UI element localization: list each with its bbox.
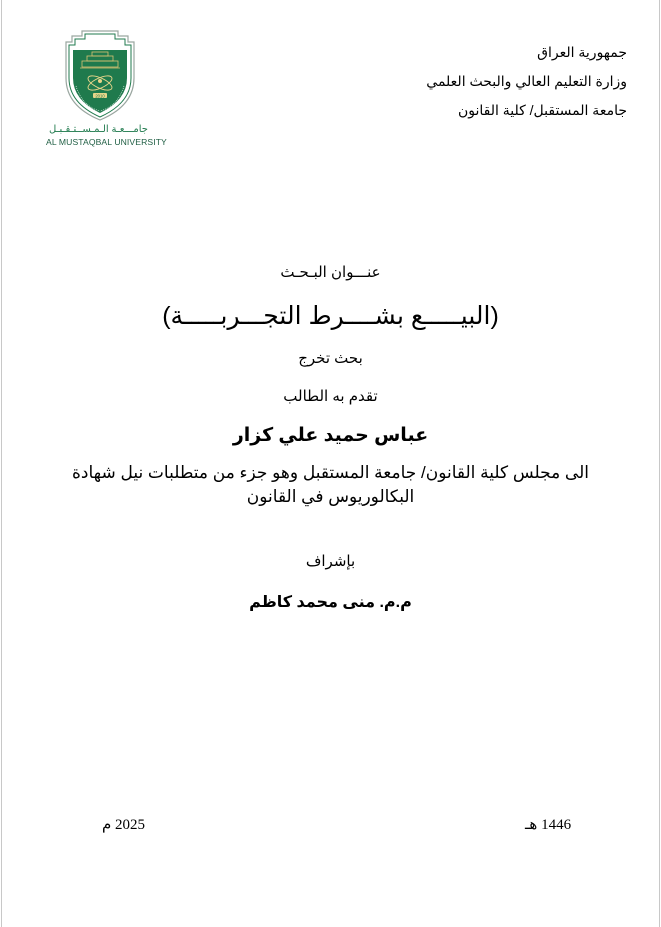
header-ministry: وزارة التعليم العالي والبحث العلمي — [426, 73, 627, 89]
header-country: جمهورية العراق — [537, 44, 627, 60]
research-title-label: عنـــوان البـحـث — [280, 264, 381, 281]
header-university-college: جامعة المستقبل/ كلية القانون — [457, 102, 627, 118]
hijri-date: 1446 هـ — [525, 817, 572, 833]
student-name: عباس حميد علي كزار — [232, 425, 429, 446]
purpose-line-2: البكالوريوس في القانون — [246, 487, 415, 506]
institution-header — [426, 38, 627, 125]
logo-arabic-name: جامـــعـة الـمـســتـقـبـل — [49, 124, 148, 135]
gregorian-date: 2025 م — [102, 817, 146, 833]
document-page — [1, 0, 660, 927]
university-emblem-icon — [40, 28, 160, 123]
submitted-by-label: تقدم به الطالب — [283, 388, 378, 405]
logo-english-name: AL MUSTAQBAL UNIVERSITY — [46, 137, 167, 147]
supervisor-name: م.م. منى محمد كاظم — [249, 594, 412, 611]
purpose-line-1: الى مجلس كلية القانون/ جامعة المستقبل وهو جزء من متطلبات نيل شهادة — [72, 463, 589, 482]
research-title: (البيـــــع بشــــرط التجـــربـــــة) — [162, 302, 499, 330]
research-type: بحث تخرج — [298, 350, 363, 367]
svg-text:2010: 2010 — [95, 93, 105, 99]
submission-purpose — [2, 461, 659, 509]
supervision-label: بإشراف — [305, 553, 356, 570]
